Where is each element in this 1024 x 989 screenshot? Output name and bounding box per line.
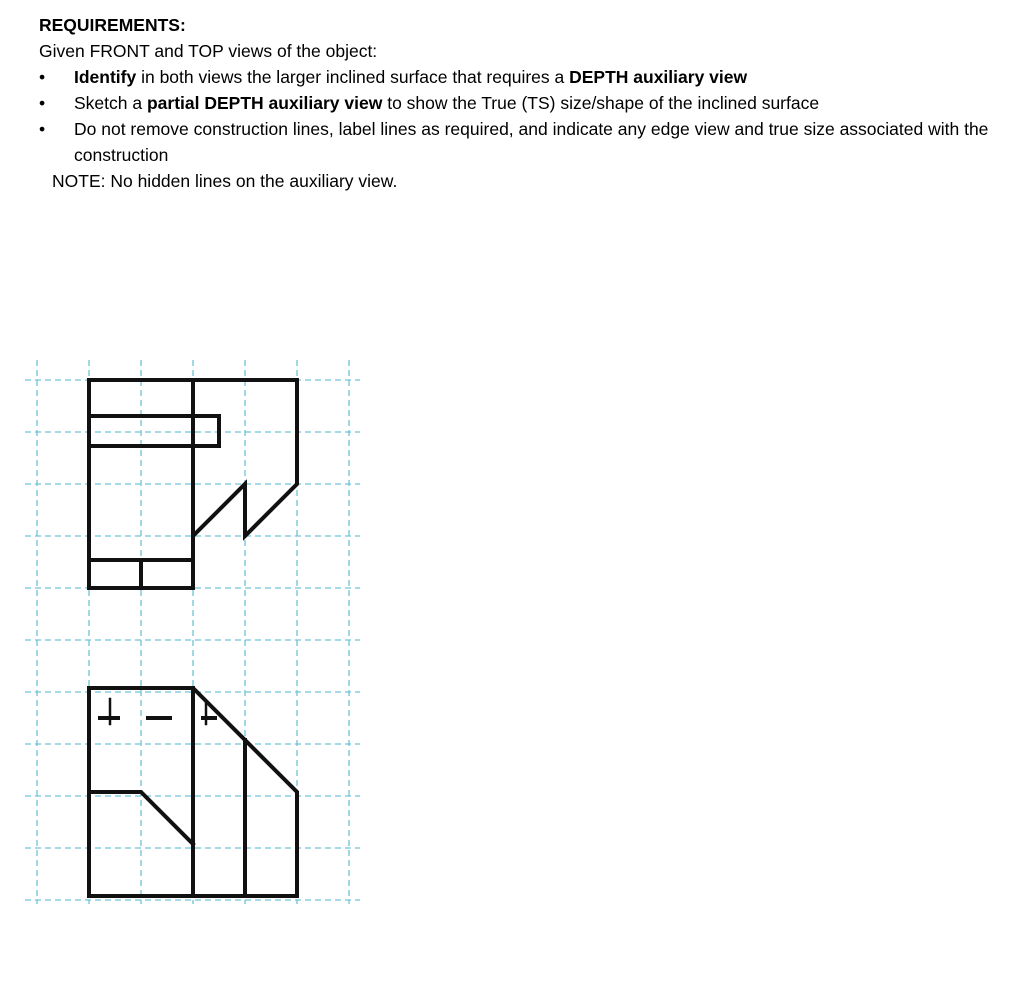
note-text: NOTE: No hidden lines on the auxiliary view. [52,171,398,191]
orthographic-drawing [20,352,365,912]
requirement-text-bold: DEPTH auxiliary view [569,67,748,87]
requirement-text: in both views the larger inclined surface that requires a [136,67,570,87]
bullet-icon: • [39,93,46,113]
requirements-list [39,64,999,168]
bullet-icon: • [39,119,46,139]
requirements-heading: REQUIREMENTS: [39,15,186,35]
bullet-icon: • [39,67,46,87]
requirement-text: Do not remove construction lines, label lines as required, and indicate any edge view and true size associated with the construction [74,119,989,165]
requirement-item [39,64,999,90]
front-view-inclined-edge [89,792,193,844]
requirement-text-bold: partial DEPTH auxiliary view [146,93,383,113]
requirements-intro: Given FRONT and TOP views of the object: [39,41,378,61]
front-view [89,688,297,896]
requirement-item [39,116,999,168]
requirement-text: Sketch a [74,93,147,113]
top-view-slot [89,416,219,446]
requirement-item [39,90,999,116]
requirements-section [39,12,999,194]
requirement-text-bold: Identify [74,67,137,87]
requirement-text: to show the True (TS) size/shape of the inclined surface [382,93,820,113]
